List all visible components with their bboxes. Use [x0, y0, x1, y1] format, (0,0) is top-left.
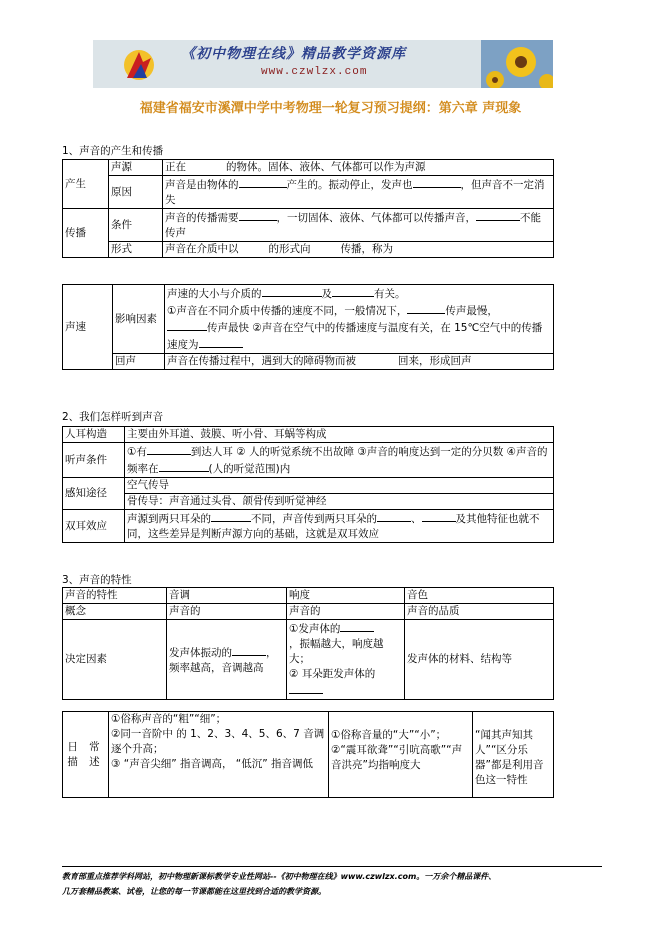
hearing-table — [62, 426, 554, 543]
cell-cause-text: 声音是由物体的 产生的。振动停止，发声也 ，但声音不一定消失 — [163, 176, 554, 209]
cell-loudness-concept: 声音的 — [287, 604, 405, 620]
cell-timbre-determinant: 发声体的材料、结构等 — [405, 620, 554, 700]
sound-characteristics-table — [62, 587, 554, 700]
cell-determinant-label: 决定因素 — [63, 620, 167, 700]
cell-ear-structure-label: 人耳构造 — [63, 427, 125, 443]
banner-url: www.czwlzx.com — [261, 66, 368, 78]
banner-title: 《初中物理在线》精品教学资源库 — [181, 46, 406, 62]
sunflower-image — [481, 40, 553, 88]
cell-hearing-condition-text: ①有 到达人耳 ② 人的听觉系统不出故障 ③声音的响度达到一定的分贝数 ④声音的频率在 (人的听觉范围)内 — [125, 443, 554, 478]
cell-hearing-condition-label: 听声条件 — [63, 443, 125, 478]
sound-speed-table — [62, 284, 554, 370]
cell-condition-label: 条件 — [109, 209, 163, 242]
cell-bone-conduction: 骨传导：声音通过头骨、颌骨传到听觉神经 — [125, 494, 554, 510]
cell-form-text: 声音在介质中以 的形式向 传播，称为 — [163, 242, 554, 258]
cell-pitch-determinant: 发声体振动的 ，频率越高，音调越高 — [167, 620, 287, 700]
section-2-heading: 2、我们怎样听到声音 — [62, 411, 164, 423]
section-3-heading: 3、声音的特性 — [62, 574, 132, 586]
section-1-heading: 1、声音的产生和传播 — [62, 145, 164, 157]
production-propagation-table — [62, 159, 554, 258]
cell-cause-label: 原因 — [109, 176, 163, 209]
col-header-characteristic: 声音的特性 — [63, 588, 167, 604]
cell-condition-text: 声音的传播需要 ，一切固体、液体、气体都可以传播声音， 不能传声 — [163, 209, 554, 242]
page-title: 福建省福安市溪潭中学中考物理一轮复习预习提纲：第六章 声现象 — [139, 101, 522, 116]
cell-binaural-text: 声源到两只耳朵的 不同，声音传到两只耳朵的 、 及其他特征也就不同，这些差异是判断声源方向的基础，这就是双耳效应 — [125, 510, 554, 543]
col-header-pitch: 音调 — [167, 588, 287, 604]
cell-source-text: 正在 的物体。固体、液体、气体都可以作为声源 — [163, 160, 554, 176]
cell-binaural-label: 双耳效应 — [63, 510, 125, 543]
daily-description-table — [62, 711, 554, 798]
cell-daily-label: 日 常 描 述 — [63, 712, 109, 798]
col-header-loudness: 响度 — [287, 588, 405, 604]
cell-timbre-concept: 声音的品质 — [405, 604, 554, 620]
cell-speed-label: 声速 — [63, 285, 113, 370]
col-header-timbre: 音色 — [405, 588, 554, 604]
cell-factors-label: 影响因素 — [113, 285, 165, 354]
cell-propagation: 传播 — [63, 209, 109, 258]
cell-loudness-determinant: ①发声体的 ，振幅越大，响度越大； ② 耳朵距发声体的 — [287, 620, 405, 700]
cell-pitch-concept: 声音的 — [167, 604, 287, 620]
footer-line-1: 教育部重点推荐学科网站，初中物理新课标教学专业性网站--《初中物理在线》www.czwlzx.com。一万余个精品课件、 — [62, 872, 497, 881]
cell-factors-text: 声速的大小与介质的 及 有关。 ①声音在不同介质中传播的速度不同，一般情况下， 传声最慢， 传声最快 ②声音在空气中的传播速度与温度有关，在 15℃空气中的传播速度为 — [165, 285, 554, 354]
cell-ear-structure-text: 主要由外耳道、鼓膜、听小骨、耳蜗等构成 — [125, 427, 554, 443]
cell-daily-pitch: ①俗称声音的“粗”“细”； ②同一音阶中 的 1、2、3、4、5、6、7 音调逐个升高； ③ “声音尖细” 指音调高， “低沉” 指音调低 — [109, 712, 329, 798]
cell-perception-label: 感知途径 — [63, 478, 125, 510]
cell-source-label: 声源 — [109, 160, 163, 176]
cell-echo-text: 声音在传播过程中，遇到大的障碍物而被 回来，形成回声 — [165, 354, 554, 370]
cell-concept-label: 概念 — [63, 604, 167, 620]
footer-line-2: 几万套精品教案、试卷，让您的每一节课都能在这里找到合适的教学资源。 — [62, 887, 326, 896]
cell-production: 产生 — [63, 160, 109, 209]
cell-daily-loudness: ①俗称音量的“大”“小”； ②“震耳欲聋”“引吭高歌”“声音洪亮”均指响度大 — [329, 712, 473, 798]
cell-form-label: 形式 — [109, 242, 163, 258]
header-banner — [93, 40, 553, 88]
cell-daily-timbre: “闻其声知其人”“区分乐器”都是利用音色这一特性 — [473, 712, 554, 798]
page-footer — [62, 866, 602, 899]
site-logo-icon — [121, 48, 157, 82]
cell-echo-label: 回声 — [113, 354, 165, 370]
cell-air-conduction: 空气传导 — [125, 478, 554, 494]
